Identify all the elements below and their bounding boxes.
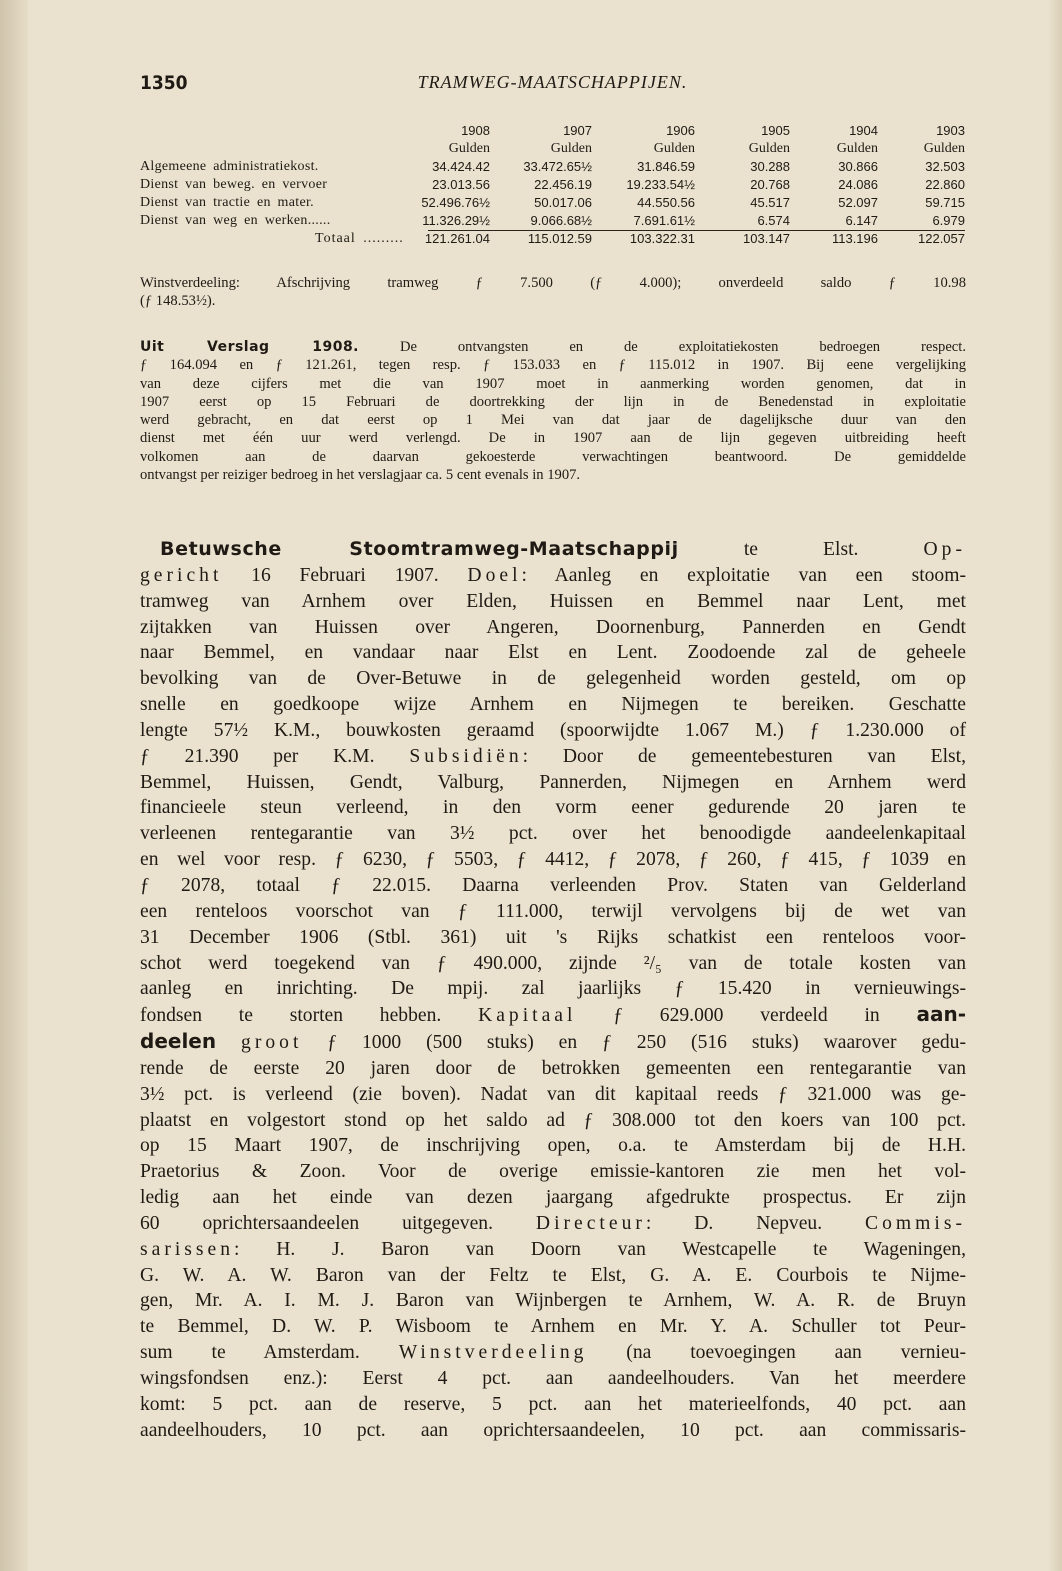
winstverdeeling-paragraph [140,274,966,311]
entry-line [140,1314,966,1340]
entry-text: fondsen te storten hebben. [140,1005,479,1027]
entry-line [140,795,966,821]
verslag-lead: Uit Verslag 1908. [140,339,360,355]
row-label: Algemeene administratiekost. [140,159,319,174]
entry-line [140,847,966,873]
entry-text: : Door de gemeentebesturen van Elst, [522,745,967,767]
entry-text: plaatst en volgestort stond op het saldo ad ƒ 308.000 tot den koers van 100 pct. [140,1109,966,1131]
total-cell: 115.012.59 [527,231,592,246]
unit-header: Gulden [748,141,790,156]
entry-text: : Aanleg en exploitatie van een stoom- [521,564,966,586]
year-header: 1904 [849,123,878,138]
entry-text: aanleg en inrichting. De mpij. zal jaarlijks ƒ 15.420 in vernieuwings- [140,978,966,1000]
entry-text: (na toevoegingen aan vernieu- [587,1342,967,1364]
table-cell: 59.715 [925,195,965,210]
entry-line [140,1392,966,1418]
total-cell: 103.322.31 [629,231,695,246]
unit-header: Gulden [923,141,965,156]
entry-line [140,899,966,925]
entry-text: ƒ 629.000 verdeeld in [576,1005,917,1027]
table-cell: 6.147 [845,213,878,228]
entry-text: bevolking van de Over-Betuwe in de gelegenheid worden gesteld, om op [140,668,966,690]
company-entry [140,537,966,1444]
unit-header: Gulden [836,141,878,156]
entry-line [140,1418,966,1444]
table-cell: 23.013.56 [432,177,490,192]
total-cell: 113.196 [831,231,878,246]
table-total-row [140,230,965,248]
year-header: 1907 [563,123,592,138]
entry-text: : H. J. Baron van Doorn van Westcapelle te Wageningen, [234,1238,966,1260]
entry-line [140,615,966,641]
table-row [140,212,965,230]
table-cell: 44.550.56 [637,195,695,210]
spaced-heading: gericht [140,564,223,586]
verslag-line [140,411,966,429]
entry-text [216,1032,241,1053]
verslag-text: van deze cijfers met die van 1907 moet in aanmerking worden genomen, dat in [140,375,966,392]
verslag-text: ƒ 164.094 en ƒ 121.261, tegen resp. ƒ 153.033 en ƒ 115.012 in 1907. Bij eene vergelijking [140,357,966,374]
winst-line-1: Winstverdeeling: Afschrijving tramweg ƒ 7.500 (ƒ 4.000); onverdeeld saldo ƒ 10.98 [140,275,966,291]
entry-line [140,563,966,589]
entry-text: : D. Nepveu. [645,1212,866,1234]
entry-text: gen, Mr. A. I. M. J. Baron van Wijnbergen te Arnhem, W. A. R. de Bruyn [140,1290,966,1312]
entry-text: 16 Februari 1907. [222,564,468,586]
table-cell: 30.288 [750,159,790,174]
unit-header: Gulden [550,141,592,156]
spaced-heading: Directeur [535,1212,646,1234]
entry-text: tramweg van Arnhem over Elden, Huissen en Bemmel naar Lent, met [140,590,966,612]
entry-text: komt: 5 pct. aan de reserve, 5 pct. aan het materieelfonds, 40 pct. aan [140,1393,966,1415]
spaced-heading: Op- [923,539,967,560]
entry-text: rende de eerste 20 jaren door de betrokken gemeenten een rentegarantie van [140,1057,966,1079]
entry-line [140,821,966,847]
verslag-paragraph [140,338,966,484]
entry-line [140,873,966,899]
table-cell: 24.086 [838,177,878,192]
spaced-heading: Commis- [865,1212,966,1234]
entry-line [140,1366,966,1392]
verslag-line [140,393,966,411]
entry-text: ƒ 21.390 per K.M. [140,745,410,767]
entry-line [140,925,966,951]
total-cell: 121.261.04 [424,231,490,246]
table-cell: 34.424.42 [432,159,490,174]
verslag-line [140,356,966,374]
table-row [140,176,965,194]
entry-line [140,1288,966,1314]
table-cell: 6.979 [932,213,965,228]
year-header: 1906 [666,123,695,138]
entry-text: Praetorius & Zoon. Voor de overige emissie-kantoren zie men het vol- [140,1161,966,1183]
table-cell: 45.517 [750,195,790,210]
entry-text: een renteloos voorschot van ƒ 111.000, terwijl vervolgens bij de wet van [140,900,966,922]
verslag-line [140,338,966,356]
page-shadow-left [0,0,28,1571]
bold-term: aan- [916,1002,966,1027]
table-cell: 52.496.76½ [421,195,490,210]
entry-text: lengte 57½ K.M., bouwkosten geraamd (spoorwijdte 1.067 M.) ƒ 1.230.000 of [140,719,966,741]
entry-line [140,1211,966,1237]
entry-line [140,1159,966,1185]
verslag-text: volkomen aan de daarvan gekoesterde verwachtingen beantwoord. De gemiddelde [140,448,966,465]
entry-text: te Bemmel, D. W. P. Wisboom te Arnhem en Mr. Y. A. Schuller tot Peur- [140,1316,966,1338]
verslag-text: ontvangst per reiziger bedroeg in het verslagjaar ca. 5 cent evenals in 1907. [140,467,581,484]
entry-text: sum te Amsterdam. [140,1342,399,1364]
page-header [140,72,965,102]
entry-line [140,640,966,666]
table-cell: 52.097 [838,195,878,210]
entry-line [140,666,966,692]
entry-line [140,1108,966,1134]
verslag-text: werd gebracht, en dat eerst op 1 Mei van dat jaar de dagelijksche duur van den [140,412,966,429]
entry-text: op 15 Maart 1907, de inschrijving open, o.a. te Amsterdam bij de H.H. [140,1135,966,1157]
entry-line [140,951,966,977]
page-number: 1350 [140,72,188,94]
spaced-heading: Winstverdeeling [398,1342,588,1364]
entry-text: schot werd toegekend van ƒ 490.000, zijnde ²/₅ van de totale kosten van [140,952,966,974]
entry-text: financieele steun verleend, in den vorm eener gedurende 20 jaren te [140,797,966,819]
unit-header: Gulden [653,141,695,156]
entry-line [140,1056,966,1082]
table-cell: 22.860 [925,177,965,192]
row-label: Dienst van beweg. en vervoer [140,177,328,192]
running-title: TRAMWEG-MAATSCHAPPIJEN. [417,72,688,92]
entry-text: aandeelhouders, 10 pct. aan oprichtersaandeelen, 10 pct. aan commissaris- [140,1419,966,1441]
entry-text: naar Bemmel, en vandaar naar Elst en Lent. Zoodoende zal de geheele [140,642,966,664]
year-header: 1905 [761,123,790,138]
entry-line [140,1237,966,1263]
entry-line [140,1002,966,1029]
table-cell: 33.472.65½ [523,159,592,174]
company-name: Betuwsche Stoomtramweg-Maatschappij [160,538,679,560]
entry-line [140,1029,966,1056]
entry-line [140,718,966,744]
entry-line [140,744,966,770]
entry-line [140,1082,966,1108]
verslag-line [140,467,580,483]
table-cell: 30.866 [838,159,878,174]
table-header-units [140,140,965,158]
table-cell: 11.326.29½ [422,213,490,228]
entry-text: verleenen rentegarantie van 3½ pct. over het benoodigde aandeelenkapitaal [140,823,966,845]
entry-text: zijtakken van Huissen over Angeren, Doornenburg, Pannerden en Gendt [140,616,966,638]
entry-text: G. W. A. W. Baron van der Feltz te Elst, G. A. E. Courbois te Nijme- [140,1264,966,1286]
page-shadow-right [1048,0,1062,1571]
entry-line [140,589,966,615]
total-label: Totaal ......... [315,231,404,246]
verslag-text: De ontvangsten en de exploitatiekosten bedroegen respect. [399,339,966,355]
verslag-text: 1907 eerst op 15 Februari de doortrekking der lijn in de Benedenstad in exploitatie [140,393,966,410]
total-cell: 103.147 [743,231,790,246]
row-label: Dienst van weg en werken...... [140,213,331,228]
table-row [140,194,965,212]
spaced-heading: sarissen [140,1238,235,1260]
table-cell: 7.691.61½ [633,213,695,228]
table-cell: 19.233.54½ [626,177,695,192]
table-cell: 9.066.68½ [530,213,592,228]
entry-text: en wel voor resp. ƒ 6230, ƒ 5503, ƒ 4412, ƒ 2078, ƒ 260, ƒ 415, ƒ 1039 en [140,849,966,871]
table-cell: 32.503 [925,159,965,174]
year-header: 1908 [461,123,490,138]
entry-line [140,976,966,1002]
spaced-heading: Doel [467,564,522,586]
verslag-line [140,429,966,447]
table-row [140,158,965,176]
row-label: Dienst van tractie en mater. [140,195,314,210]
year-header: 1903 [936,123,965,138]
entry-text: Bemmel, Huissen, Gendt, Valburg, Pannerden, Nijmegen en Arnhem werd [140,771,966,793]
bold-term: deelen [140,1029,217,1054]
table-cell: 31.846.59 [637,159,695,174]
spaced-heading: Subsidiën [409,745,523,767]
entry-text: ledig aan het einde van dezen jaargang afgedrukte prospectus. Er zijn [140,1187,966,1209]
entry-line [140,770,966,796]
entry-line [140,1340,966,1366]
unit-header: Gulden [448,141,490,156]
verslag-line [140,375,966,393]
spaced-heading: Kapitaal [478,1005,577,1027]
entry-text: 31 December 1906 (Stbl. 361) uit 's Rijks schatkist een renteloos voor- [140,926,966,948]
entry-text: ƒ 1000 (500 stuks) en ƒ 250 (516 stuks) waarover gedu- [302,1032,967,1054]
table-cell: 22.456.19 [534,177,592,192]
verslag-text: dienst met één uur werd verlengd. De in 1907 aan de lijn gegeven uitbreiding heeft [140,430,966,447]
entry-text: 60 oprichtersaandeelen uitgegeven. [140,1212,536,1234]
table-cell: 50.017.06 [534,195,592,210]
table-header-years [140,122,965,140]
entry-line [140,537,966,563]
entry-line [140,692,966,718]
entry-text: ƒ 2078, totaal ƒ 22.015. Daarna verleenden Prov. Staten van Gelderland [140,874,966,896]
verslag-line [140,448,966,466]
entry-line [140,1263,966,1289]
table-cell: 6.574 [757,213,790,228]
entry-line [140,1133,966,1159]
table-cell: 20.768 [750,177,790,192]
spaced-heading: groot [241,1032,303,1054]
total-cell: 122.057 [918,231,965,246]
expenses-table [140,122,965,248]
entry-text: snelle en goedkoope wijze Arnhem en Nijmegen te bereiken. Geschatte [140,694,966,716]
winst-line-2: (ƒ 148.53½). [140,293,216,310]
entry-line [140,1185,966,1211]
entry-text: te Elst. [678,539,924,560]
entry-text: 3½ pct. is verleend (zie boven). Nadat van dit kapitaal reeds ƒ 321.000 was ge- [140,1083,966,1105]
entry-text: wingsfondsen enz.): Eerst 4 pct. aan aandeelhouders. Van het meerdere [140,1368,966,1389]
